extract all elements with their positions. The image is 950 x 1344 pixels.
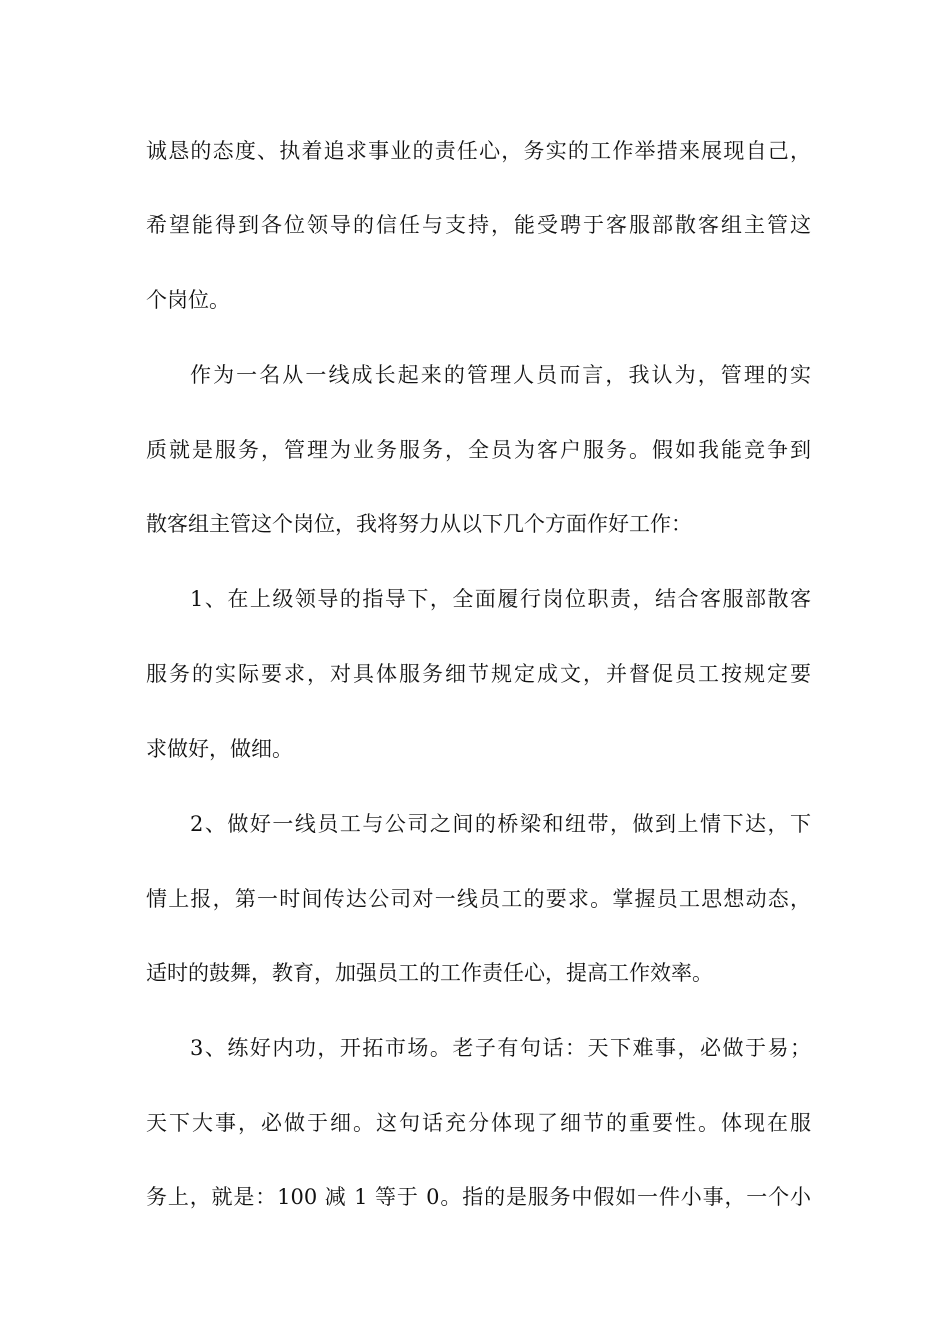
paragraph-line-10: 2、做好一线员工与公司之间的桥梁和纽带，做到上情下达，下 bbox=[190, 812, 811, 836]
paragraph-line-8: 服务的实际要求，对具体服务细节规定成文，并督促员工按规定要 bbox=[146, 662, 811, 686]
paragraph-line-13: 3、练好内功，开拓市场。老子有句话：天下难事，必做于易； bbox=[190, 1036, 811, 1060]
paragraph-line-9: 求做好，做细。 bbox=[146, 737, 293, 761]
paragraph-line-1: 诚恳的态度、执着追求事业的责任心，务实的工作举措来展现自己， bbox=[146, 139, 811, 163]
paragraph-line-2: 希望能得到各位领导的信任与支持，能受聘于客服部散客组主管这 bbox=[146, 213, 811, 237]
paragraph-line-5: 质就是服务，管理为业务服务，全员为客户服务。假如我能竞争到 bbox=[146, 438, 811, 462]
paragraph-line-15: 务上，就是：100 减 1 等于 0。指的是服务中假如一件小事，一个小 bbox=[146, 1185, 811, 1209]
paragraph-line-3: 个岗位。 bbox=[146, 288, 230, 312]
paragraph-line-12: 适时的鼓舞，教育，加强员工的工作责任心，提高工作效率。 bbox=[146, 961, 713, 985]
paragraph-line-11: 情上报，第一时间传达公司对一线员工的要求。掌握员工思想动态， bbox=[146, 887, 811, 911]
paragraph-line-6: 散客组主管这个岗位，我将努力从以下几个方面作好工作： bbox=[146, 512, 692, 536]
paragraph-line-4: 作为一名从一线成长起来的管理人员而言，我认为，管理的实 bbox=[190, 363, 811, 387]
paragraph-line-7: 1、在上级领导的指导下，全面履行岗位职责，结合客服部散客 bbox=[190, 587, 811, 611]
paragraph-line-14: 天下大事，必做于细。这句话充分体现了细节的重要性。体现在服 bbox=[146, 1111, 811, 1135]
